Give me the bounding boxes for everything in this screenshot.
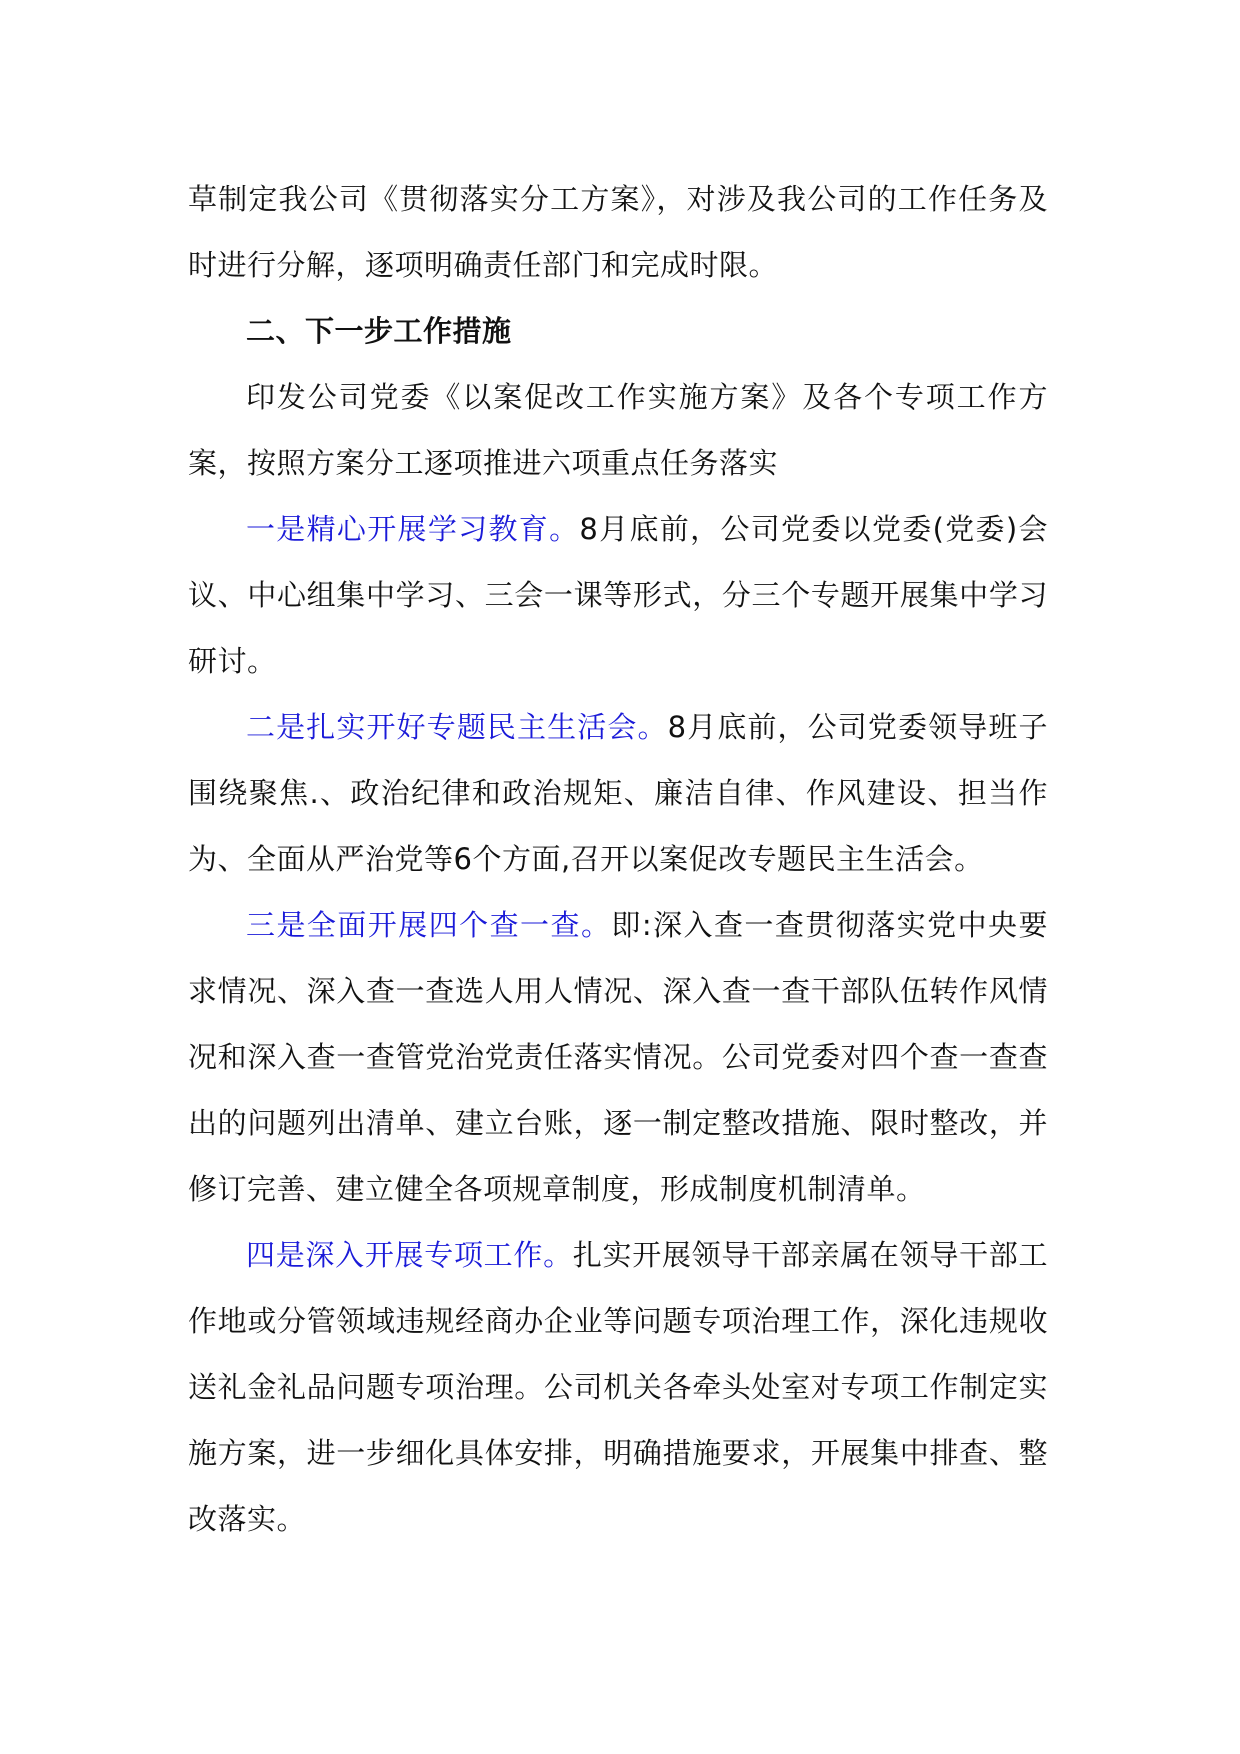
item-3-lead: 三是全面开展四个查一查。 xyxy=(246,908,612,942)
item-1-body: 8月底前，公司党委以党委(党委)会议、中心组集中学习、三会一课等形式，分三个专题开展集中学习研讨。 xyxy=(188,512,1048,678)
paragraph-intro: 印发公司党委《以案促改工作实施方案》及各个专项工作方案，按照方案分工逐项推进六项重点任务落实 xyxy=(188,380,1048,480)
item-1-lead: 一是精心开展学习教育。 xyxy=(246,512,580,546)
item-2-body: 8月底前，公司党委领导班子围绕聚焦.、政治纪律和政治规矩、廉洁自律、作风建设、担当作为、全面从严治党等6个方面,召开以案促改专题民主生活会。 xyxy=(188,710,1048,876)
paragraph-item-2 xyxy=(188,694,1048,892)
document-page xyxy=(188,166,1048,1552)
paragraph-item-1 xyxy=(188,496,1048,694)
paragraph-item-3 xyxy=(188,892,1048,1222)
item-4-lead: 四是深入开展专项工作。 xyxy=(246,1238,573,1272)
item-3-body: 即:深入查一查贯彻落实党中央要求情况、深入查一查选人用人情况、深入查一查干部队伍转作风情况和深入查一查管党治党责任落实情况。公司党委对四个查一查查出的问题列出清单、建立台账，逐一制定整改措施、限时整改，并修订完善、建立健全各项规章制度，形成制度机制清单。 xyxy=(188,908,1048,1206)
item-2-lead: 二是扎实开好专题民主生活会。 xyxy=(246,710,668,744)
item-4-body: 扎实开展领导干部亲属在领导干部工作地或分管领域违规经商办企业等问题专项治理工作，深化违规收送礼金礼品问题专项治理。公司机关各牵头处室对专项工作制定实施方案，进一步细化具体安排，明确措施要求，开展集中排查、整改落实。 xyxy=(188,1238,1048,1536)
paragraph-continuation: 草制定我公司《贯彻落实分工方案》，对涉及我公司的工作任务及时进行分解，逐项明确责任部门和完成时限。 xyxy=(188,182,1048,282)
paragraph-item-4 xyxy=(188,1222,1048,1552)
section-heading: 二、下一步工作措施 xyxy=(246,314,512,348)
